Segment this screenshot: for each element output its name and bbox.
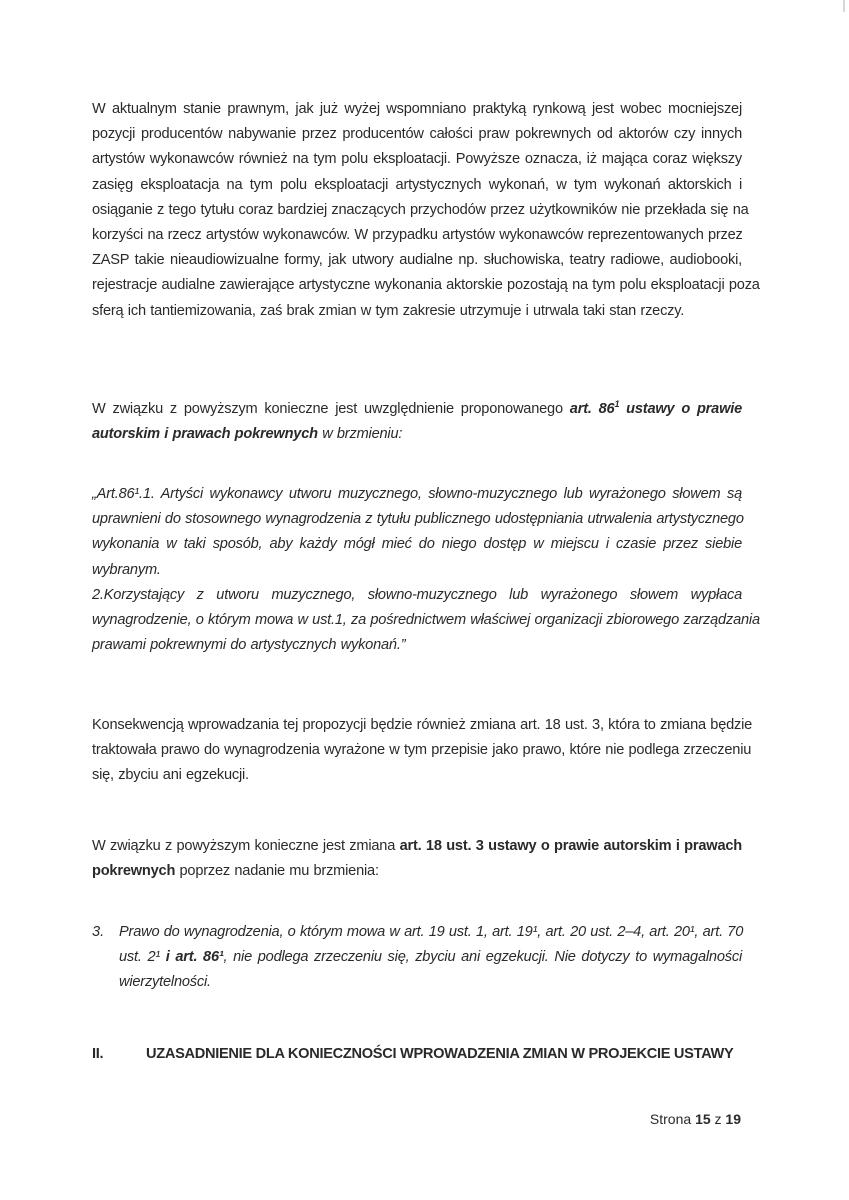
plain-italic: , nie podlega zrzeczeniu się, zbyciu ani egzekucji. Nie dotyczy to wymagalności (223, 949, 743, 966)
paragraph-line: osiąganie z tego tytułu coraz bardziej znaczących przychodów przez użytkowników nie przekłada się na (92, 201, 749, 218)
plain-text: W związku z powyższym konieczne jest uwzględnienie proponowanego (92, 401, 563, 417)
paragraph-3 (92, 713, 753, 789)
page-footer (650, 1111, 741, 1127)
section-number: II. (92, 1046, 104, 1062)
list-line: wierzytelności. (119, 974, 211, 991)
list-line: Prawo do wynagrodzenia, o którym mowa w art. 19 ust. 1, art. 19¹, art. 20 ust. 2–4, art. 20¹, art. 70 (119, 924, 744, 940)
plain-italic: ust. 2¹ (119, 949, 161, 966)
list-number: 3. (92, 924, 105, 940)
paragraph-line (92, 834, 742, 859)
scan-mark (843, 0, 845, 12)
quoted-article (92, 482, 760, 658)
paragraph-line: pozycji producentów nabywanie przez producentów całości praw pokrewnych od aktorów czy innych (92, 126, 742, 143)
plain-text: poprzez nadanie mu brzmienia: (175, 863, 379, 880)
paragraph-line: artystów wykonawców również na tym polu eksploatacji. Powyższe oznacza, iż mająca coraz większy (92, 151, 742, 168)
paragraph-2 (92, 397, 742, 447)
paragraph-1 (92, 97, 760, 324)
quote-line: wynagrodzenie, o którym mowa w ust.1, za pośrednictwem właściwej organizacji zbiorowego zarządzania (92, 612, 760, 629)
paragraph-line: sferą ich tantiemizowania, zaś brak zmian w tym zakresie utrzymuje i utrwala taki stan rzeczy. (92, 302, 685, 319)
page-total: 19 (725, 1111, 741, 1127)
section-title: UZASADNIENIE DLA KONIECZNOŚCI WPROWADZENIA ZMIAN W PROJEKCIE USTAWY (146, 1046, 734, 1062)
superscript: 1 (614, 399, 620, 410)
article-ref-tail: ustawy o prawie (619, 401, 742, 417)
paragraph-line (92, 397, 742, 422)
article-ref-text: art. 86 (569, 401, 615, 417)
paragraph-line: Konsekwencją wprowadzania tej propozycji będzie również zmiana art. 18 ust. 3, która to zmiana będzie (92, 717, 753, 733)
act-name: ustawy o prawie autorskim i prawach (483, 838, 742, 854)
plain-italic: w brzmieniu: (317, 426, 403, 443)
quote-line: „Art.86¹.1. Artyści wykonawcy utworu muzycznego, słowno-muzycznego lub wyrażonego słowem są (92, 486, 742, 502)
paragraph-line: ZASP takie nieaudiowizualne formy, jak utwory audialne np. słuchowiska, teatry radiowe, audiobooki, (92, 252, 742, 269)
quote-line: 2.Korzystający z utworu muzycznego, słowno-muzycznego lub wyrażonego słowem wypłaca (92, 586, 742, 603)
paragraph-line: korzyści na rzecz artystów wykonawców. W przypadku artystów wykonawców reprezentowanych przez (92, 227, 743, 244)
list-item-3 (119, 920, 742, 996)
footer-prefix: Strona (649, 1111, 696, 1127)
quote-line: wykonania w taki sposób, aby każdy mógł mieć do niego dostęp w miejscu i czasie przez siebie (92, 536, 742, 553)
list-line (119, 945, 742, 970)
article-ref (570, 401, 742, 417)
paragraph-line: W aktualnym stanie prawnym, jak już wyżej wspomniano praktyką rynkową jest wobec mocniejszej (92, 101, 742, 117)
quote-line: prawami pokrewnymi do artystycznych wykonań.” (92, 637, 406, 654)
paragraph-line: się, zbyciu ani egzekucji. (92, 767, 249, 784)
quote-line: wybranym. (92, 561, 161, 578)
quote-line: uprawnieni do stosownego wynagrodzenia z tytułu publicznego udostępniania utrwalenia artystycznego (92, 511, 744, 528)
paragraph-line: traktowała prawo do wynagrodzenia wyrażone w tym przepisie jako prawo, które nie podlega zrzeczeniu (92, 742, 752, 759)
plain-text: W związku z powyższym konieczne jest zmiana (92, 838, 400, 854)
paragraph-line: rejestracje audialne zawierające artystyczne wykonania aktorskie pozostają na tym polu eksploatacji poza (92, 277, 760, 294)
paragraph-line (92, 422, 742, 447)
page-number: 15 (695, 1111, 711, 1127)
article-ref: art. 18 ust. 3 (399, 838, 484, 854)
paragraph-line: zasięg eksploatacja na tym polu eksploatacji artystycznych wykonań, w tym wykonań aktorskich i (92, 176, 742, 193)
act-name: autorskim i prawach pokrewnych (92, 426, 318, 443)
act-name-cont: pokrewnych (92, 863, 176, 880)
paragraph-4 (92, 834, 742, 884)
footer-middle: z (710, 1111, 726, 1127)
paragraph-line (92, 859, 742, 884)
article-ref: i art. 86¹ (160, 949, 224, 966)
